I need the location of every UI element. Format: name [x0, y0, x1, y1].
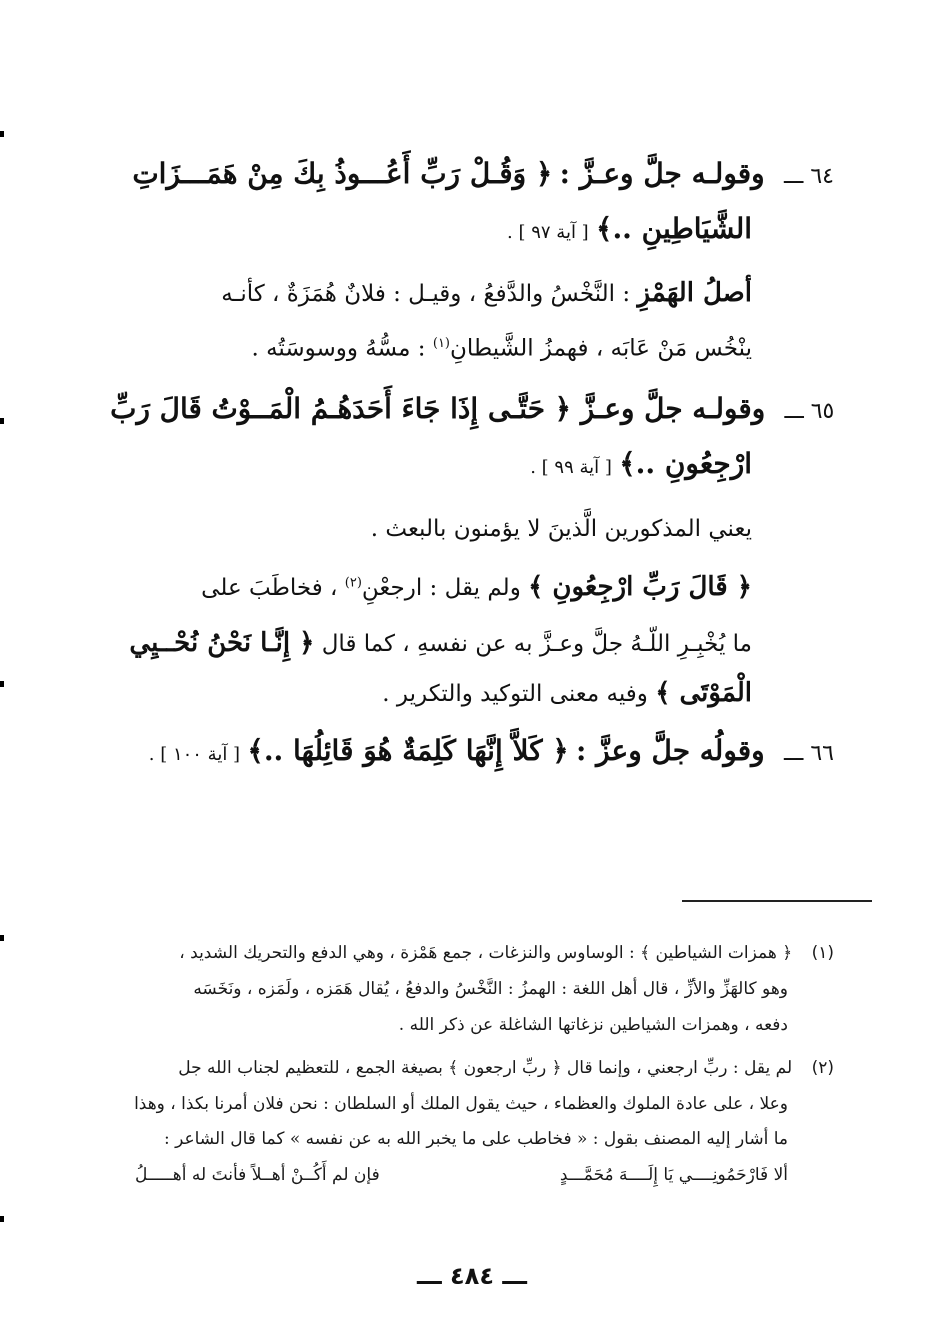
footnote-number: (٢): [811, 1058, 834, 1078]
entry-64-line-1: [132, 157, 834, 190]
footnote-text: وهو كالهَزِّ والأزِّ ، قال أهل اللغة : الهمزُ : النَّخْسُ والدفعُ ، يُقال هَمَزه ، ولَمَزه ، ونَخَسَه: [193, 979, 788, 999]
entry-intro: وقولـه جلَّ وعـزَّ :: [559, 157, 765, 190]
quran-verse: ﴿ قَالَ رَبِّ ارْجِعُونِ ﴾: [528, 572, 752, 602]
footnote-1-line-3: [399, 1017, 788, 1034]
entry-64-line-2: [507, 212, 752, 245]
paragraph-text: وفيه معنى التوكيد والتكرير .: [382, 681, 648, 707]
quran-verse: ﴿ كَلاَّ إِنَّهَا كَلِمَةٌ هُوَ قَائِلُهَا ..﴾: [247, 734, 569, 767]
entry-65-para-1: [371, 518, 752, 541]
footnote-ref: (٢): [344, 575, 362, 591]
paragraph-text: ينْخُس مَنْ عَابَه ، فهمزُ الشَّيطانِ: [450, 335, 752, 362]
footnote-ref: (١): [432, 336, 450, 351]
footnote-text: وعلا ، على عادة الملوك والعظماء ، حيث يقول الملك أو السلطان : نحن فلان أمرنا بكذا ، وهذا: [134, 1094, 788, 1114]
quran-verse: ﴿ إِنَّـا نَحْنُ نُحْــيِي: [129, 628, 315, 658]
entry-65-para-2-line-1: [201, 574, 752, 600]
quran-verse: الشَّيَاطِينِ ..﴾: [596, 212, 752, 245]
footnote-text: دفعه ، وهمزات الشياطين نزغاتها الشاغلة عن ذكر الله .: [398, 1015, 788, 1035]
footnote-1-line-2: [193, 981, 788, 998]
footnote-2-line-3: [164, 1131, 788, 1148]
scan-edge-mark: [0, 1216, 4, 1222]
paragraph-text: يعني المذكورين الَّذينَ لا يؤمنون بالبعث .: [370, 516, 752, 542]
paragraph-text: ما يُخْبِـرِ اللّـهُ جلَّ وعـزَّ به عن نفسهِ ، كما قال: [321, 631, 752, 657]
verse-reference: [ آية ١٠٠ ] .: [148, 744, 241, 765]
quran-verse: ارْجِعُونِ ..﴾: [619, 447, 752, 480]
footnote-text: ما أشار إليه المصنف بقول : « فخاطب على ما يخبر الله به عن نفسه » كما قال الشاعر :: [163, 1129, 788, 1149]
scan-edge-mark: [0, 681, 4, 687]
footnote-2-poem-hemistich-2: [135, 1167, 380, 1184]
scan-edge-mark: [0, 935, 4, 941]
footnote-1-line-1: [179, 945, 834, 962]
entry-intro: وقولُه جلَّ وعزَّ :: [576, 734, 765, 767]
footnote-2-line-1: [178, 1060, 834, 1077]
paragraph-text: : النَّخْسُ والدَّفعُ ، وقيـل : فلانٌ هُمَزَةٌ ، كأنـه: [221, 281, 631, 307]
scan-edge-mark: [0, 131, 4, 137]
quran-verse: الْمَوْتَى ﴾: [655, 678, 752, 708]
paragraph-text: : مسُّهُ ووسوسَتُه .: [251, 335, 426, 362]
footnote-2-line-2: [134, 1096, 788, 1113]
entry-number: ٦٤ ـــ: [784, 164, 834, 189]
paragraph-text: ، فخاطَبَ على: [201, 575, 338, 601]
verse-reference: [ آية ٩٩ ] .: [530, 457, 612, 478]
entry-number: ٦٦ ـــ: [784, 741, 834, 766]
entry-number: ٦٥ ـــ: [784, 399, 834, 424]
footnote-text: لم يقل : ربِّ ارجعني ، وإنما قال ﴿ ربِّ ارجعون ﴾ بصيغة الجمع ، للتعظيم لجناب الله جل: [178, 1058, 793, 1078]
entry-66-line: [148, 734, 834, 767]
quran-verse: ﴿ وَقُـلْ رَبِّ أَعُـــوذُ بِكَ مِنْ هَمَـــزَاتِ: [132, 157, 553, 190]
scan-edge-mark: [0, 418, 4, 424]
term-heading: أصلُ الهَمْزِ: [637, 278, 752, 308]
page-number: ـــ ٤٨٤ ـــ: [417, 1262, 527, 1290]
quran-verse: وقولـه جلَّ وعـزَّ ﴿ حَتَّـى إِذَا جَاءَ أَحَدَهُـمُ الْمَــوْتُ قَالَ رَبِّ: [109, 392, 765, 425]
footnote-text: ﴿ همزات الشياطين ﴾ : الوساوس والنزغات ، جمع هَمْزة ، وهي الدفع والتحريك الشديد ،: [179, 943, 793, 963]
entry-65-para-2-line-3: [382, 680, 752, 706]
poem-text: ألا فَارْحَمُونِــــي يَا إِلَــــهَ مُحَمَّـــدٍ: [559, 1165, 788, 1185]
paragraph-text: ولم يقل : ارجعْنِ: [361, 575, 521, 601]
verse-reference: [ آية ٩٧ ] .: [507, 222, 589, 243]
entry-65-para-2-line-2: [129, 630, 752, 656]
entry-64-para-line-1: [221, 280, 752, 306]
entry-65-line-2: [530, 447, 752, 480]
entry-64-para-line-2: [251, 337, 752, 361]
poem-text: فإن لم أَكُــنْ أهــلاً فأنتَ له أهـــــلُ: [135, 1165, 380, 1185]
footnote-separator: [682, 900, 872, 902]
footnote-2-poem-hemistich-1: [560, 1167, 788, 1184]
entry-65-line-1: [109, 392, 834, 425]
footnote-number: (١): [811, 943, 834, 963]
